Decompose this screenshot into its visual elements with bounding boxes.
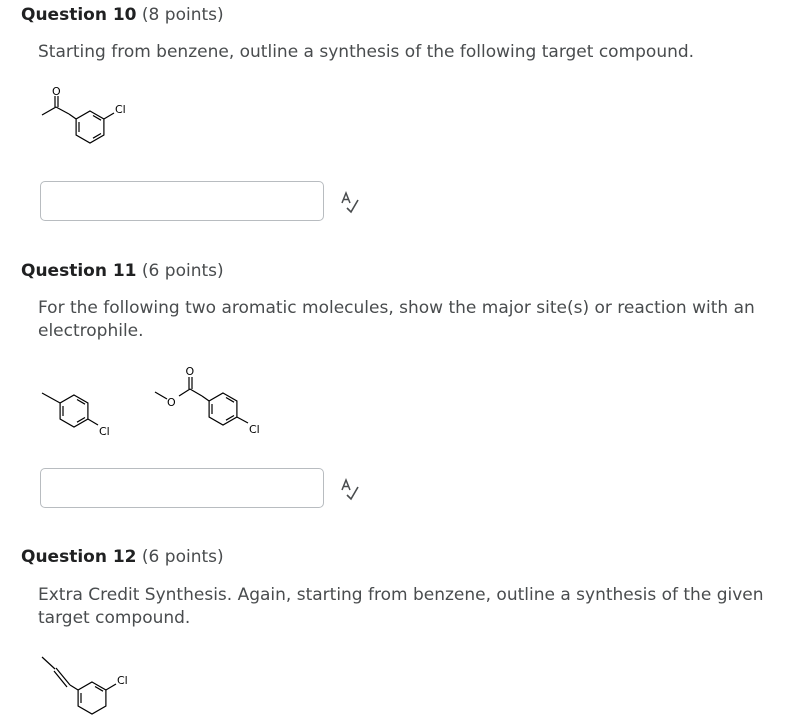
question-10-title: Question 10: [21, 5, 137, 25]
question-11-prompt: For the following two aromatic molecules, show the major site(s) or reaction with an electrophile.: [38, 298, 755, 341]
question-11-structure-a: [36, 385, 126, 445]
chlorine-label: Cl: [115, 103, 126, 116]
question-10-heading: [21, 5, 224, 25]
question-10-answer-input[interactable]: [40, 181, 324, 221]
chlorine-label: Cl: [249, 423, 260, 436]
question-11-answer-input[interactable]: [40, 468, 324, 508]
carbonyl-oxygen-label: O: [185, 365, 195, 378]
spell-check-icon: [338, 477, 362, 501]
question-12-prompt: Extra Credit Synthesis. Again, starting from benzene, outline a synthesis of the given target compound.: [38, 585, 764, 628]
question-10-prompt: Starting from benzene, outline a synthesis of the following target compound.: [38, 42, 695, 62]
question-10-points: (8 points): [141, 5, 224, 25]
chlorine-label: Cl: [117, 674, 128, 687]
ester-oxygen-label: O: [167, 396, 176, 409]
question-10-spell-check-button[interactable]: [338, 190, 362, 214]
spell-check-icon: [338, 190, 362, 214]
question-12-title: Question 12: [21, 547, 137, 567]
question-11-spell-check-button[interactable]: [338, 477, 362, 501]
question-11-points: (6 points): [141, 261, 224, 281]
question-12-structure: [36, 650, 136, 716]
question-11-heading: [21, 261, 224, 281]
chlorine-label: Cl: [99, 425, 110, 438]
question-10-structure: [36, 84, 136, 154]
question-11-structure-b: [150, 360, 280, 440]
oxygen-label: O: [52, 85, 61, 98]
question-12-heading: [21, 547, 224, 567]
question-12-points: (6 points): [141, 547, 224, 567]
question-11-title: Question 11: [21, 261, 137, 281]
